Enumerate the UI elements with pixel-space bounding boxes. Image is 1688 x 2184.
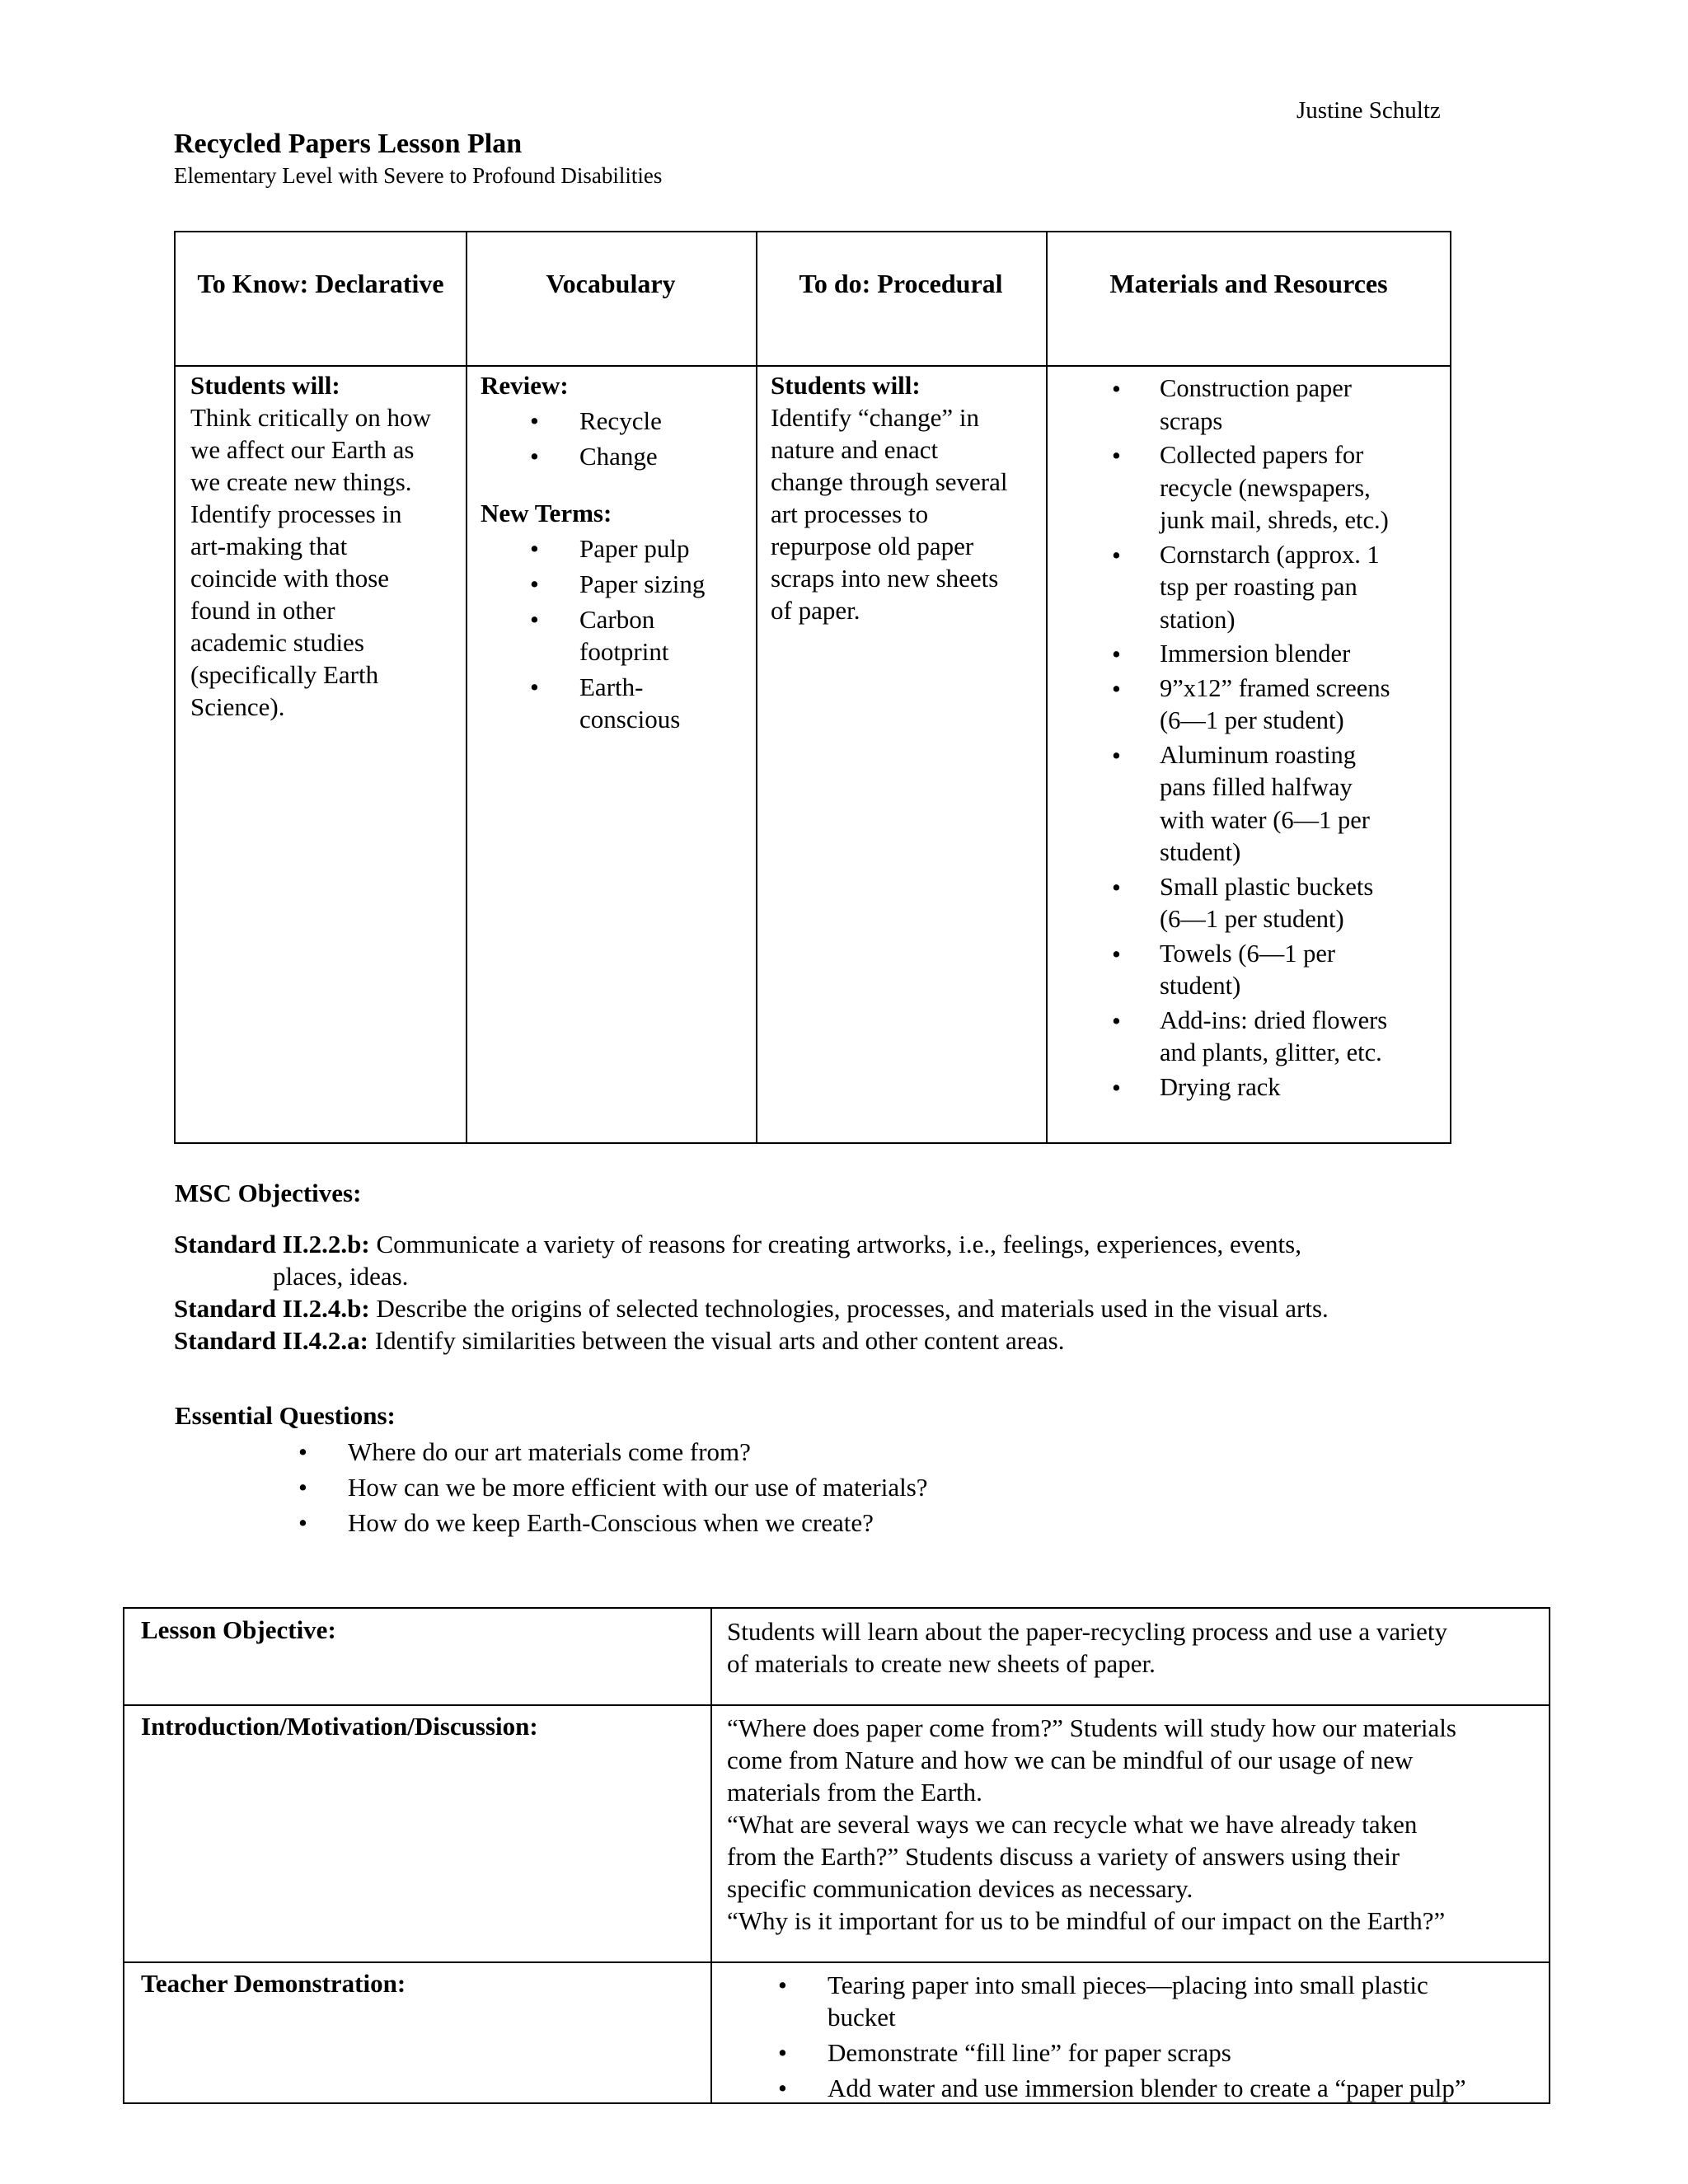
- text-line: we create new things.: [190, 467, 412, 496]
- list-item: • Collected papers for recycle (newspapers, junk mail, shreds, etc.): [1048, 439, 1451, 537]
- column-divider: [756, 232, 757, 1142]
- teacher-demonstration: [712, 1969, 1536, 2104]
- questions-list: [288, 1434, 928, 1540]
- introduction-text: [727, 1712, 1535, 1937]
- list-item: • 9”x12” framed screens (6—1 per student): [1048, 673, 1451, 738]
- list-item: • Tearing paper into small pieces—placing into small plastic bucket: [712, 1969, 1536, 2033]
- header-divider: [176, 365, 1450, 367]
- lesson-objective-text: [727, 1615, 1535, 1680]
- new-terms-list: [481, 532, 753, 735]
- text-line: art-making that: [190, 532, 348, 560]
- list-item: • Change: [481, 440, 753, 472]
- vocabulary-cell: [481, 369, 753, 735]
- essential-questions: [288, 1434, 928, 1540]
- standard-label: Standard II.2.2.b:: [174, 1230, 370, 1258]
- text-line: Identify processes in: [190, 499, 402, 528]
- header-materials: Materials and Resources: [1109, 269, 1388, 298]
- text-line: (specifically Earth: [190, 660, 379, 689]
- document-subtitle: Elementary Level with Severe to Profound Disabilities: [174, 163, 663, 188]
- standard-text: Identify similarities between the visual arts and other content areas.: [368, 1326, 1065, 1355]
- list-item: • Aluminum roasting pans filled halfway with water (6—1 per student): [1048, 739, 1451, 869]
- new-terms-heading: New Terms:: [481, 499, 612, 527]
- list-item: • Add water and use immersion blender to create a “paper pulp”: [712, 2072, 1536, 2104]
- essential-questions-heading: Essential Questions:: [175, 1401, 396, 1430]
- list-item: • Drying rack: [1048, 1071, 1451, 1104]
- text-line: “Why is it important for us to be mindful of our impact on the Earth?”: [727, 1906, 1446, 1935]
- header-procedural: To do: Procedural: [799, 269, 1003, 298]
- standard-text: Communicate a variety of reasons for creating artworks, i.e., feelings, experiences, events,: [369, 1230, 1301, 1258]
- lesson-table: [123, 1607, 1550, 2104]
- document-title: Recycled Papers Lesson Plan: [174, 129, 523, 159]
- list-item: • Carbon footprint: [481, 603, 753, 668]
- text-line: scraps into new sheets: [771, 564, 999, 593]
- text-line: coincide with those: [190, 564, 390, 593]
- demonstration-list: [712, 1969, 1536, 2104]
- text-line: change through several: [771, 467, 1008, 496]
- text-line: of paper.: [771, 596, 860, 625]
- list-item: • Recycle: [481, 405, 753, 437]
- row-divider: [124, 1961, 1549, 1963]
- text-line: specific communication devices as necessary.: [727, 1874, 1193, 1903]
- msc-objectives-heading: MSC Objectives:: [175, 1179, 362, 1207]
- introduction-label: Introduction/Motivation/Discussion:: [141, 1712, 538, 1741]
- declarative-heading: Students will:: [190, 371, 340, 400]
- text-line: academic studies: [190, 628, 364, 657]
- materials-list: [1048, 373, 1451, 1104]
- text-line: Science).: [190, 692, 285, 721]
- row-divider: [124, 1704, 1549, 1706]
- list-item: • Demonstrate “fill line” for paper scraps: [712, 2036, 1536, 2069]
- column-divider: [466, 232, 467, 1142]
- objectives-table: [174, 231, 1451, 1144]
- text-line: Think critically on how: [190, 403, 431, 432]
- list-item: • Paper pulp: [481, 532, 753, 565]
- text-line: come from Nature and how we can be mindful of our usage of new: [727, 1746, 1414, 1774]
- text-line: from the Earth?” Students discuss a variety of answers using their: [727, 1842, 1400, 1871]
- list-item: • Towels (6—1 per student): [1048, 938, 1451, 1003]
- list-item: • Earth- conscious: [481, 671, 753, 735]
- text-line: Identify “change” in: [771, 403, 980, 432]
- procedural-cell: [771, 369, 1043, 626]
- text-line: materials from the Earth.: [727, 1778, 982, 1807]
- text-line: “What are several ways we can recycle what we have already taken: [727, 1810, 1418, 1839]
- list-item: • How do we keep Earth-Conscious when we create?: [288, 1505, 928, 1540]
- header-declarative: To Know: Declarative: [197, 269, 444, 298]
- header-vocabulary: Vocabulary: [546, 269, 676, 298]
- text-line: found in other: [190, 596, 335, 625]
- standard-text: Describe the origins of selected technologies, processes, and materials used in the visual arts.: [369, 1294, 1329, 1323]
- list-item: • Construction paper scraps: [1048, 373, 1451, 438]
- standard-text-continued: places, ideas.: [273, 1262, 409, 1291]
- list-item: • Immersion blender: [1048, 638, 1451, 671]
- standard-item: [174, 1324, 1493, 1357]
- text-line: art processes to: [771, 499, 929, 528]
- standard-label: Standard II.2.4.b:: [174, 1294, 370, 1323]
- text-line: nature and enact: [771, 435, 939, 464]
- list-item: • Add-ins: dried flowers and plants, glitter, etc.: [1048, 1005, 1451, 1070]
- list-item: • Small plastic buckets (6—1 per student): [1048, 871, 1451, 936]
- author-name: Justine Schultz: [1296, 97, 1441, 124]
- text-line: Students will learn about the paper-recycling process and use a variety: [727, 1617, 1447, 1646]
- list-item: • Paper sizing: [481, 568, 753, 600]
- standard-item: [174, 1228, 1493, 1292]
- materials-cell: [1048, 373, 1451, 1104]
- procedural-heading: Students will:: [771, 371, 921, 400]
- list-item: • Where do our art materials come from?: [288, 1434, 928, 1469]
- review-list: [481, 405, 753, 472]
- text-line: of materials to create new sheets of paper.: [727, 1649, 1156, 1678]
- list-item: • Cornstarch (approx. 1 tsp per roasting pan station): [1048, 539, 1451, 637]
- standard-item: [174, 1292, 1493, 1324]
- teacher-demonstration-label: Teacher Demonstration:: [141, 1969, 406, 1998]
- standard-label: Standard II.4.2.a:: [174, 1326, 368, 1355]
- text-line: “Where does paper come from?” Students will study how our materials: [727, 1713, 1456, 1742]
- declarative-cell: [190, 369, 462, 723]
- lesson-objective-label: Lesson Objective:: [141, 1615, 336, 1644]
- list-item: • How can we be more efficient with our use of materials?: [288, 1469, 928, 1505]
- review-heading: Review:: [481, 371, 569, 400]
- text-line: repurpose old paper: [771, 532, 974, 560]
- text-line: we affect our Earth as: [190, 435, 415, 464]
